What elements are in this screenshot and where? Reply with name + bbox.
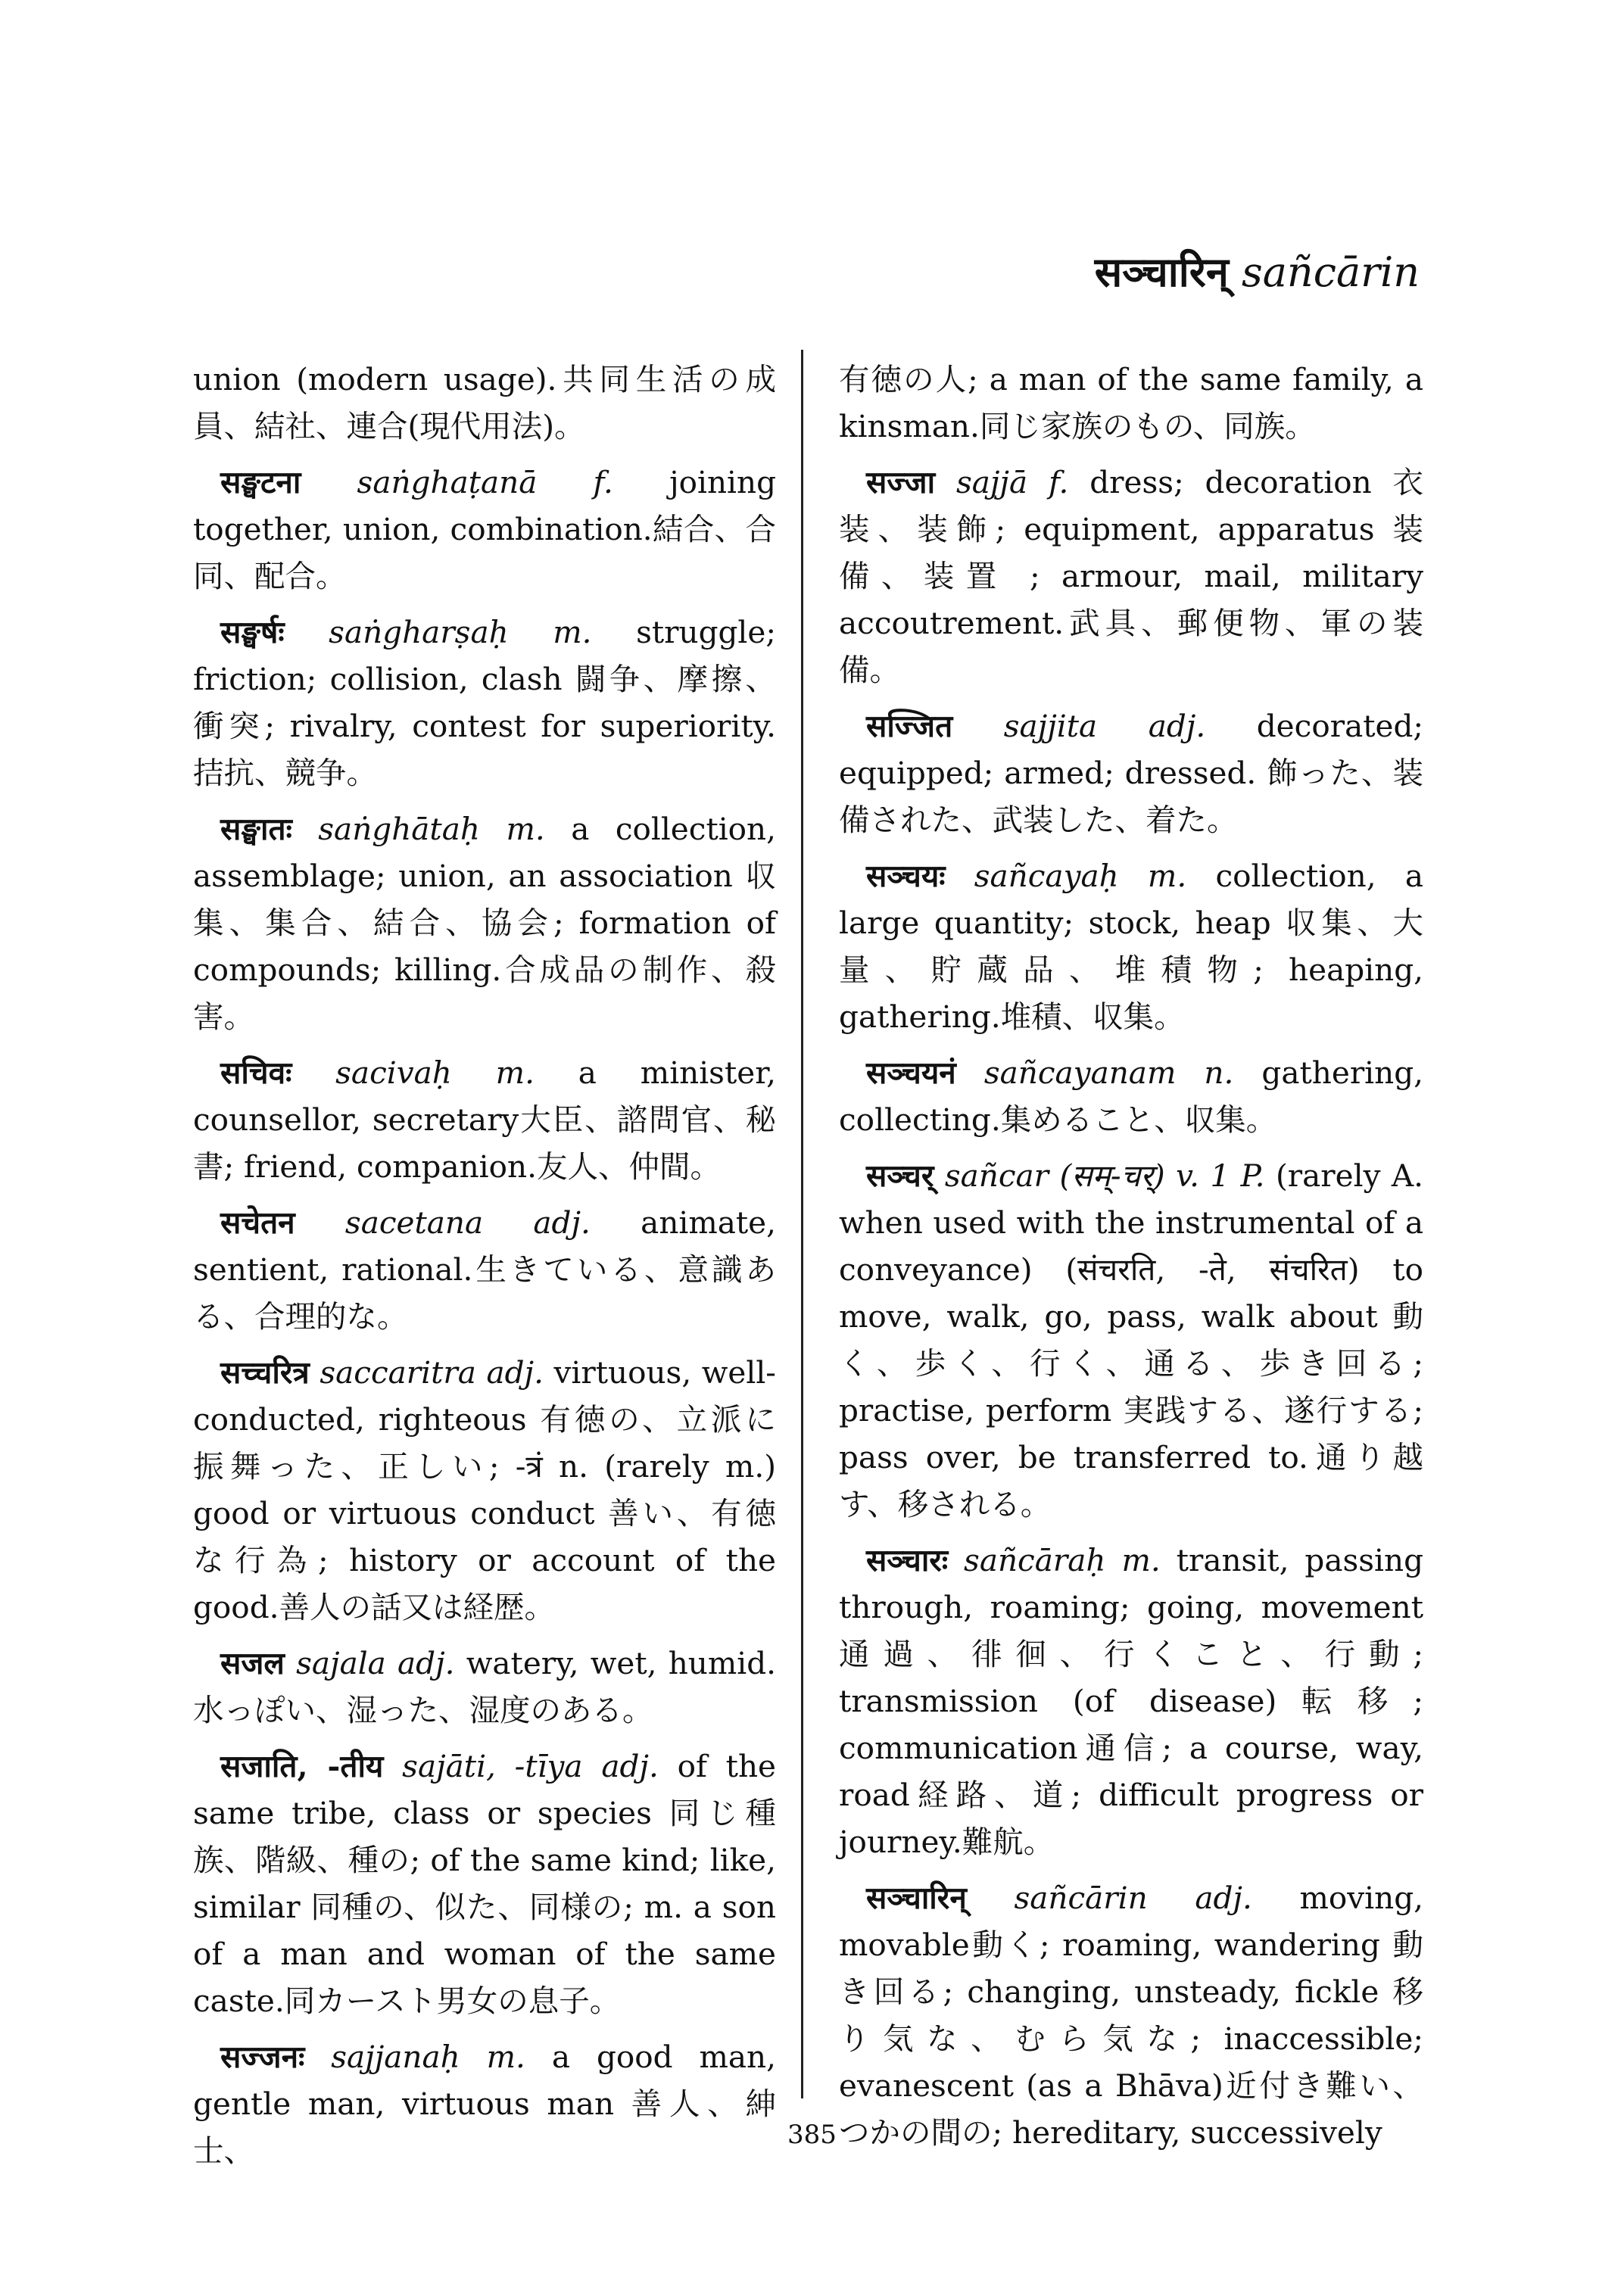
entry-definition: transit, passing through, roaming; going, movement通過、徘徊、行くこと、行動; transmission (of disease)転移; communication通信; a course, way, road経路、道; difficult progress or journey.難航。 (839, 1542, 1424, 1860)
dictionary-entry (193, 356, 776, 450)
entry-definition: struggle; friction; collision, clash 闘争、摩擦、衝突; rivalry, contest for superiority.拮抗、競争。 (193, 614, 776, 791)
entry-grammar: adj. (601, 1748, 659, 1784)
entry-definition: animate, sentient, rational.生きている、意識ある、合理的な。 (193, 1204, 777, 1335)
running-head-romanized: sañcārin (1242, 248, 1420, 296)
entry-romanized: sañcayanam (983, 1055, 1177, 1091)
entry-grammar: f. (593, 464, 613, 500)
entry-headword: सङ्घातः (220, 811, 292, 847)
entry-headword: सजल (220, 1645, 285, 1681)
entry-romanized: sañcar (944, 1157, 1049, 1194)
dictionary-entry (193, 1743, 776, 2024)
entry-definition: dress; decoration 衣装、装飾; equipment, apparatus 装備、装置 ; armour, mail, military accoutrement.武具、郵便物、軍の装備。 (839, 464, 1424, 688)
entry-headword: सचिवः (220, 1055, 292, 1091)
entry-grammar: m. (486, 2039, 525, 2075)
entry-grammar: (सम्-चर्) v. 1 P. (1059, 1157, 1265, 1194)
entry-grammar: m. (1121, 1542, 1161, 1578)
dictionary-entry (839, 356, 1423, 450)
entry-definition: 有徳の人; a man of the same family, a kinsman.同じ家族のもの、同族。 (839, 361, 1423, 444)
entry-romanized: saṅgharṣaḥ (329, 614, 509, 650)
entry-definition: watery, wet, humid. 水っぽい、湿った、湿度のある。 (193, 1645, 777, 1728)
dictionary-entry (193, 805, 776, 1040)
left-column (193, 356, 776, 2183)
entry-definition: of the same tribe, class or species 同じ種族、階級、種の; of the same kind; like, similar 同種の、似た、同様の; m. a son of a man and woman of the same caste.同カースト男女の息子。 (193, 1748, 776, 2019)
entry-romanized: sajjanaḥ (331, 2039, 460, 2075)
entry-romanized: sajala (296, 1645, 386, 1681)
entry-grammar: m. (553, 614, 592, 650)
right-column (839, 356, 1423, 2165)
entry-definition: collection, a large quantity; stock, heap 収集、大量、貯蔵品、堆積物; heaping, gathering.堆積、収集。 (839, 858, 1424, 1035)
entry-headword: सञ्चारिन् (866, 1880, 967, 1916)
entry-definition: virtuous, well-conducted, righteous 有徳の、立派に振舞った、正しい; -त्रं n. (rarely m.) good or virtuous conduct 善い、有徳な行為; history or account of the good.善人の話又は経歴。 (193, 1354, 776, 1625)
dictionary-entry (839, 1049, 1423, 1143)
entry-definition: gathering, collecting.集めること、収集。 (839, 1055, 1424, 1138)
entry-grammar: adj. (397, 1645, 455, 1681)
column-divider (801, 350, 803, 2098)
entry-grammar: m. (1147, 858, 1187, 894)
entry-headword: सञ्चारः (866, 1542, 949, 1578)
entry-headword: सञ्चयः (866, 858, 946, 894)
entry-romanized: saṅghātaḥ (318, 811, 480, 847)
entry-headword: सङ्घटना (220, 464, 301, 500)
entry-headword: सञ्चर् (866, 1157, 934, 1194)
dictionary-entry (839, 1537, 1423, 1865)
entry-definition: union (modern usage).共同生活の成員、結社、連合(現代用法)。 (193, 361, 776, 444)
entry-grammar: adj. (1195, 1880, 1252, 1916)
entry-romanized: sajjā (955, 464, 1028, 500)
entry-romanized: sacivaḥ (335, 1055, 452, 1091)
entry-definition: decorated; equipped; armed; dressed. 飾った、装備された、武装した、着た。 (839, 708, 1424, 838)
entry-headword: सङ्घर्षः (220, 614, 285, 650)
entry-romanized: sajāti, -tīya (402, 1748, 583, 1784)
entry-headword: सञ्चयनं (866, 1055, 956, 1091)
entry-romanized: sajjita (1003, 708, 1098, 744)
entry-grammar: f. (1048, 464, 1069, 500)
dictionary-entry (193, 459, 776, 600)
running-head-devanagari: सञ्चारिन् (1094, 248, 1229, 296)
entry-definition: a minister, counsellor, secretary大臣、諮問官、秘書; friend, companion.友人、仲間。 (193, 1055, 776, 1185)
entry-grammar: m. (506, 811, 545, 847)
entry-definition: joining together, union, combination.結合、合同、配合。 (193, 464, 777, 594)
dictionary-entry (193, 1640, 776, 1734)
dictionary-entry (839, 703, 1423, 843)
entry-headword: सज्जनः (220, 2039, 305, 2075)
entry-definition: a good man, gentle man, virtuous man 善人、紳士、 (193, 2039, 777, 2169)
dictionary-entry (839, 459, 1423, 693)
entry-romanized: sañcayaḥ (974, 858, 1119, 894)
entry-romanized: saṅghaṭanā (357, 464, 538, 500)
running-head (1095, 250, 1420, 294)
entry-grammar: adj. (533, 1204, 591, 1241)
entry-grammar: adj. (486, 1354, 544, 1391)
entry-grammar: n. (1204, 1055, 1234, 1091)
entry-romanized: sacetana (344, 1204, 484, 1241)
entry-definition: moving, movable動く; roaming, wandering 動き回る; changing, unsteady, fickle 移り気な、むら気な; inaccessible; evanescent (as a Bhāva)近付き難い、つかの間の; hereditary, successively (839, 1880, 1423, 2151)
dictionary-entry (839, 1874, 1423, 2156)
entry-headword: सज्जित (866, 708, 953, 744)
entry-romanized: sañcārin (1014, 1880, 1148, 1916)
entry-romanized: sañcāraḥ (964, 1542, 1106, 1578)
entry-headword: सचेतन (220, 1204, 295, 1241)
entry-definition: (rarely A. when used with the instrumental of a conveyance) (संचरति, -ते, संचरित) to move, walk, go, pass, walk about 動く、歩く、行く、通る、歩き回る; practise, perform 実践する、遂行する; pass over, be transferred to.通り越す、移される。 (839, 1157, 1424, 1522)
entry-headword: सच्चरित्र (220, 1354, 310, 1391)
entry-definition: a collection, assemblage; union, an association 収集、集合、結合、協会; formation of compounds; killing.合成品の制作、殺害。 (193, 811, 777, 1035)
entry-grammar: m. (495, 1055, 535, 1091)
dictionary-entry (193, 1049, 776, 1190)
dictionary-entry (193, 1199, 776, 1340)
entry-romanized: saccaritra (320, 1354, 476, 1391)
entry-headword: सज्जा (866, 464, 936, 500)
dictionary-entry (839, 852, 1423, 1040)
dictionary-entry (193, 609, 776, 796)
page-number: 385 (787, 2120, 837, 2150)
entry-headword: सजाति, -तीय (220, 1748, 384, 1784)
dictionary-entry (193, 2033, 776, 2174)
dictionary-entry (839, 1152, 1423, 1528)
dictionary-entry (193, 1349, 776, 1631)
entry-grammar: adj. (1148, 708, 1206, 744)
